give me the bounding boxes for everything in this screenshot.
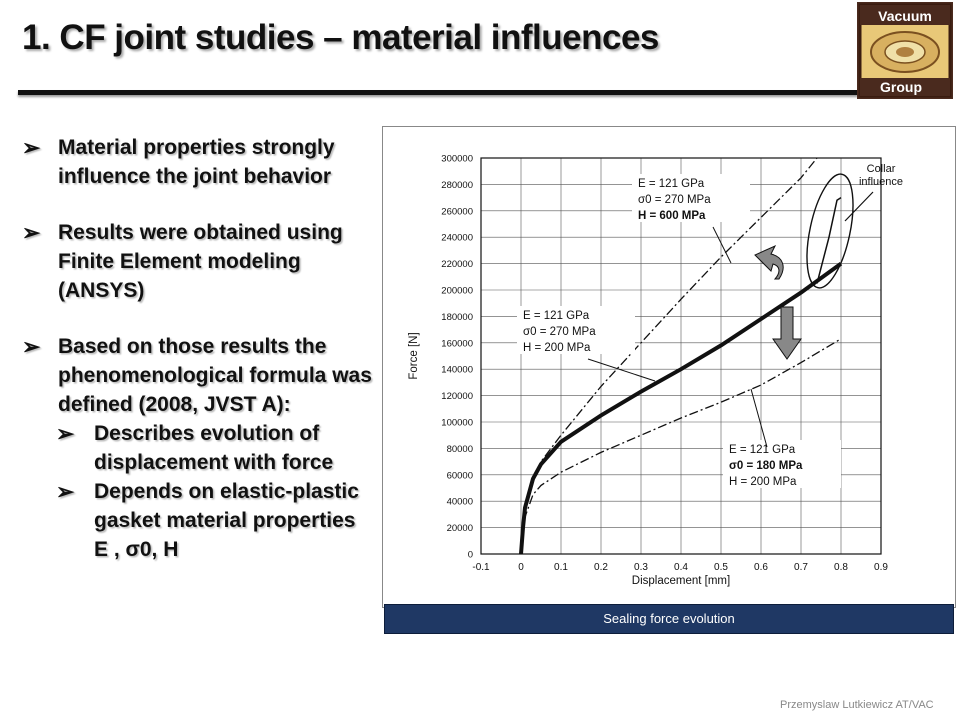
arrow-bullet-icon: ➢	[56, 421, 75, 446]
y-tick-label: 80000	[446, 443, 473, 455]
collar-label-line: Collar	[866, 163, 896, 175]
annotation-leader	[588, 359, 655, 381]
x-tick-label: 0.1	[554, 562, 568, 573]
svg-text:Vacuum: Vacuum	[878, 8, 932, 24]
x-tick-label: -0.1	[472, 562, 490, 573]
x-tick-label: 0.9	[874, 562, 888, 573]
y-tick-label: 140000	[441, 364, 473, 376]
x-axis-label: Displacement [mm]	[631, 575, 731, 587]
chart-svg	[383, 127, 955, 607]
annotation-line: E = 121 GPa	[523, 310, 590, 322]
arrow-bullet-icon: ➢	[22, 135, 41, 160]
y-tick-label: 260000	[441, 206, 473, 218]
y-axis-label: Force [N]	[408, 332, 420, 380]
x-tick-label: 0.6	[754, 562, 768, 573]
annotation-line: E = 121 GPa	[729, 444, 796, 456]
bullet-list	[22, 133, 374, 564]
bullet-item: ➢ Based on those results the phenomenological formula was defined (2008, JVST A):	[22, 334, 372, 416]
y-tick-label: 300000	[441, 153, 473, 165]
annotation-line: H = 200 MPa	[729, 476, 797, 488]
y-tick-label: 60000	[446, 470, 473, 482]
trend-arrow-up-icon	[755, 246, 783, 279]
collar-annotation	[859, 163, 903, 188]
bullet-item: ➢ Material properties strongly influence the joint behavior	[22, 135, 335, 188]
y-tick-label: 40000	[446, 496, 473, 508]
y-tick-label: 180000	[441, 311, 473, 323]
annotation-line: σ0 = 270 MPa	[638, 194, 711, 206]
sub-bullet-item: ➢ Depends on elastic-plastic gasket material properties E , σ0, H	[56, 479, 359, 561]
figure-caption: Sealing force evolution	[384, 604, 954, 634]
y-tick-label: 100000	[441, 417, 473, 429]
y-tick-label: 220000	[441, 259, 473, 271]
annotation-line: σ0 = 270 MPa	[523, 326, 596, 338]
arrow-bullet-icon: ➢	[22, 220, 41, 245]
y-tick-label: 120000	[441, 391, 473, 403]
annotation-line: H = 600 MPa	[638, 210, 706, 222]
x-tick-label: 0.2	[594, 562, 608, 573]
y-tick-label: 0	[467, 549, 473, 561]
vacuum-group-logo	[857, 2, 953, 99]
parameter-annotation	[723, 440, 841, 488]
x-tick-label: 0.8	[834, 562, 848, 573]
annotation-leader	[751, 389, 767, 447]
annotation-line: σ0 = 180 MPa	[729, 460, 803, 472]
annotation-leader	[713, 227, 731, 263]
slide-title: 1. CF joint studies – material influences	[22, 18, 659, 57]
y-tick-label: 280000	[441, 179, 473, 191]
trend-arrow-down-icon	[773, 307, 801, 359]
collar-label-line: influence	[858, 176, 904, 188]
arrow-bullet-icon: ➢	[22, 334, 41, 359]
y-tick-label: 200000	[441, 285, 473, 297]
y-tick-label: 160000	[441, 338, 473, 350]
y-tick-label: 20000	[446, 523, 473, 535]
title-underline	[18, 90, 858, 95]
parameter-annotation	[632, 174, 750, 222]
annotation-line: E = 121 GPa	[638, 178, 705, 190]
x-tick-label: 0.7	[794, 562, 808, 573]
y-tick-label: 240000	[441, 232, 473, 244]
parameter-annotation	[517, 306, 635, 354]
x-tick-label: 0.4	[674, 562, 688, 573]
sub-bullet-item: ➢ Describes evolution of displacement with force	[56, 421, 334, 474]
arrow-bullet-icon: ➢	[56, 479, 75, 504]
force-displacement-chart	[382, 126, 956, 608]
svg-text:Group: Group	[880, 79, 922, 95]
x-tick-label: 0.3	[634, 562, 648, 573]
annotation-line: H = 200 MPa	[523, 342, 591, 354]
footer-author: Przemyslaw Lutkiewicz AT/VAC	[780, 699, 934, 711]
collar-leader	[845, 192, 873, 221]
x-tick-label: 0	[518, 562, 524, 573]
bullet-item: ➢ Results were obtained using Finite Element modeling (ANSYS)	[22, 220, 343, 302]
x-tick-label: 0.5	[714, 562, 728, 573]
